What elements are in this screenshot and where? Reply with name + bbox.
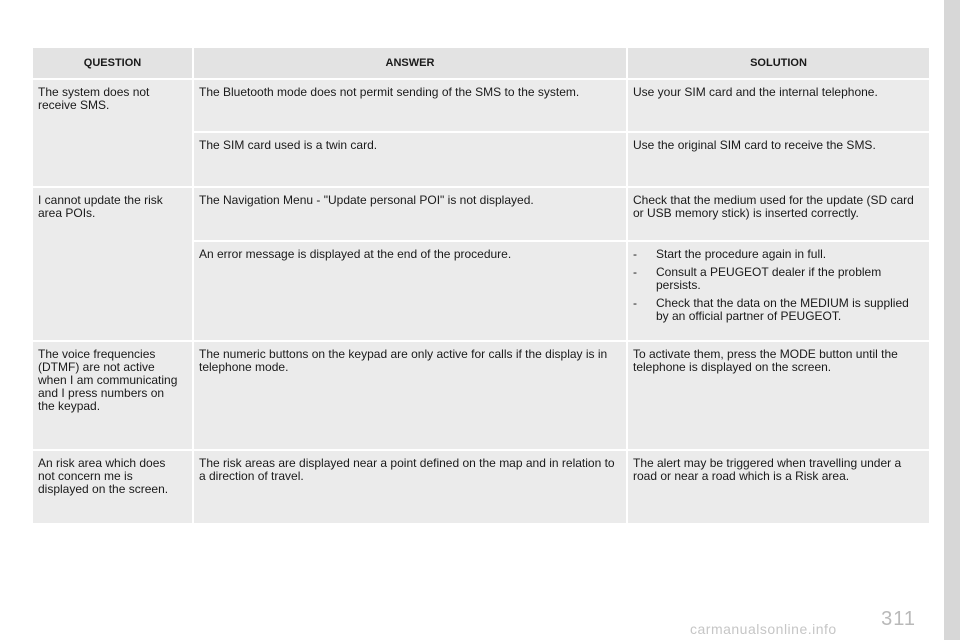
solution-cell: Use the original SIM card to receive the SMS. — [627, 132, 930, 187]
answer-cell: The numeric buttons on the keypad are only active for calls if the display is in telephone mode. — [193, 341, 627, 450]
question-cell: The voice frequencies (DTMF) are not active when I am communicating and I press numbers on the keypad. — [32, 341, 193, 450]
header-answer: ANSWER — [193, 47, 627, 79]
answer-cell: The Bluetooth mode does not permit sending of the SMS to the system. — [193, 79, 627, 132]
solution-cell: The alert may be triggered when travelling under a road or near a road which is a Risk area. — [627, 450, 930, 524]
watermark-text: carmanualsonline.info — [690, 621, 837, 637]
solution-cell: Use your SIM card and the internal telephone. — [627, 79, 930, 132]
table-row — [32, 187, 930, 241]
answer-cell: The risk areas are displayed near a point defined on the map and in relation to a direction of travel. — [193, 450, 627, 524]
question-cell: I cannot update the risk area POIs. — [32, 187, 193, 341]
answer-cell: The SIM card used is a twin card. — [193, 132, 627, 187]
question-cell: The system does not receive SMS. — [32, 79, 193, 187]
table-header-row — [32, 47, 930, 79]
solution-cell: To activate them, press the MODE button until the telephone is displayed on the screen. — [627, 341, 930, 450]
header-question: QUESTION — [32, 47, 193, 79]
table-row — [32, 450, 930, 524]
question-cell: An risk area which does not concern me is displayed on the screen. — [32, 450, 193, 524]
solution-cell: Check that the medium used for the update (SD card or USB memory stick) is inserted correctly. — [627, 187, 930, 241]
table-row — [32, 341, 930, 450]
solution-list-item: - Consult a PEUGEOT dealer if the problem persists. — [633, 266, 924, 292]
solution-cell — [627, 241, 930, 341]
troubleshooting-table — [31, 46, 931, 525]
header-solution: SOLUTION — [627, 47, 930, 79]
page-number: 311 — [881, 608, 916, 630]
answer-cell: The Navigation Menu - "Update personal POI" is not displayed. — [193, 187, 627, 241]
solution-list-item: - Start the procedure again in full. — [633, 248, 924, 261]
right-margin-band — [944, 0, 960, 640]
solution-list-item: - Check that the data on the MEDIUM is supplied by an official partner of PEUGEOT. — [633, 297, 924, 323]
solution-list — [633, 248, 924, 323]
answer-cell: An error message is displayed at the end of the procedure. — [193, 241, 627, 341]
table-row — [32, 79, 930, 132]
